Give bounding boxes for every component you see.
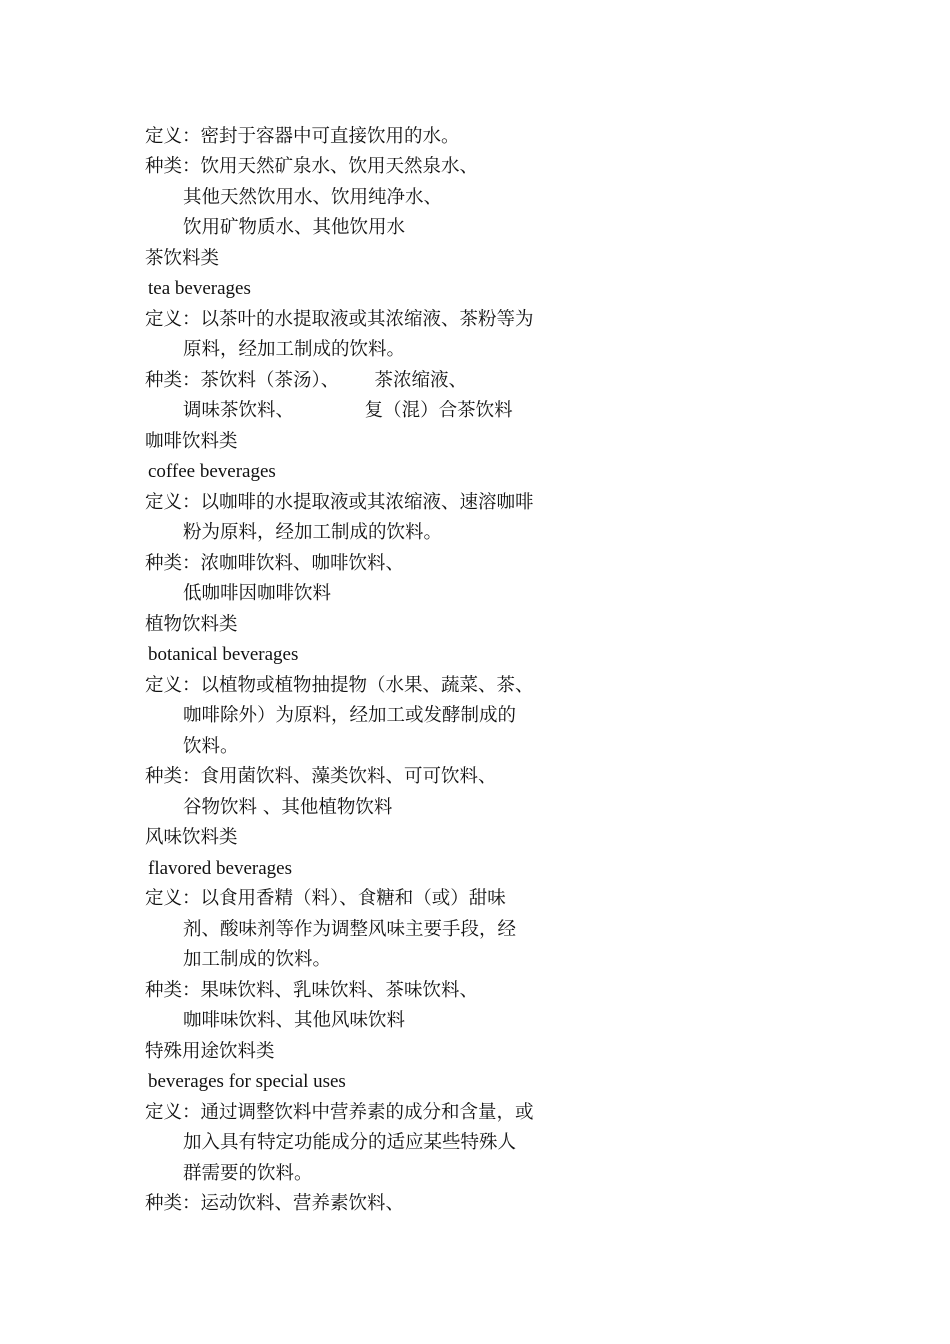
text-line: 定义：密封于容器中可直接饮用的水。 bbox=[145, 126, 460, 147]
section-heading: 咖啡饮料类 bbox=[145, 431, 238, 452]
text-line: 谷物饮料 、其他植物饮料 bbox=[183, 797, 393, 818]
text-line: 种类：运动饮料、营养素饮料、 bbox=[145, 1193, 405, 1214]
section-heading-english: tea beverages bbox=[148, 278, 251, 299]
text-line: 粉为原料，经加工制成的饮料。 bbox=[183, 522, 443, 543]
text-line: 低咖啡因咖啡饮料 bbox=[183, 583, 332, 604]
section-heading: 茶饮料类 bbox=[145, 248, 220, 269]
text-line: 定义：以咖啡的水提取液或其浓缩液、速溶咖啡 bbox=[145, 492, 534, 513]
section-heading: 特殊用途饮料类 bbox=[145, 1041, 275, 1062]
text-line: 饮用矿物质水、其他饮用水 bbox=[183, 217, 406, 238]
text-line: 调味茶饮料、 复（混）合茶饮料 bbox=[183, 400, 513, 421]
text-line: 种类：食用菌饮料、藻类饮料、可可饮料、 bbox=[145, 766, 497, 787]
text-line: 定义：以食用香精（料）、食糖和（或）甜味 bbox=[145, 888, 506, 909]
text-line: 定义：以茶叶的水提取液或其浓缩液、茶粉等为 bbox=[145, 309, 534, 330]
section-heading-english: coffee beverages bbox=[148, 461, 276, 482]
text-line: 种类：果味饮料、乳味饮料、茶味饮料、 bbox=[145, 980, 479, 1001]
text-line: 种类：浓咖啡饮料、咖啡饮料、 bbox=[145, 553, 405, 574]
text-line: 群需要的饮料。 bbox=[183, 1163, 313, 1184]
text-line: 定义：通过调整饮料中营养素的成分和含量，或 bbox=[145, 1102, 534, 1123]
text-line: 加入具有特定功能成分的适应某些特殊人 bbox=[183, 1132, 517, 1153]
text-line: 饮料。 bbox=[183, 736, 239, 757]
text-line: 其他天然饮用水、饮用纯净水、 bbox=[183, 187, 443, 208]
text-line: 咖啡味饮料、其他风味饮料 bbox=[183, 1010, 406, 1031]
section-heading: 风味饮料类 bbox=[145, 827, 238, 848]
section-heading-english: beverages for special uses bbox=[148, 1071, 346, 1092]
text-line: 剂、酸味剂等作为调整风味主要手段，经 bbox=[183, 919, 517, 940]
text-line: 种类：饮用天然矿泉水、饮用天然泉水、 bbox=[145, 156, 479, 177]
text-line: 定义：以植物或植物抽提物（水果、蔬菜、茶、 bbox=[145, 675, 534, 696]
section-heading-english: botanical beverages bbox=[148, 644, 299, 665]
text-line: 原料，经加工制成的饮料。 bbox=[183, 339, 406, 360]
text-line: 种类：茶饮料（茶汤）、 茶浓缩液、 bbox=[145, 370, 468, 391]
section-heading-english: flavored beverages bbox=[148, 858, 293, 879]
section-heading: 植物饮料类 bbox=[145, 614, 238, 635]
text-line: 咖啡除外）为原料，经加工或发酵制成的 bbox=[183, 705, 517, 726]
text-line: 加工制成的饮料。 bbox=[183, 949, 332, 970]
